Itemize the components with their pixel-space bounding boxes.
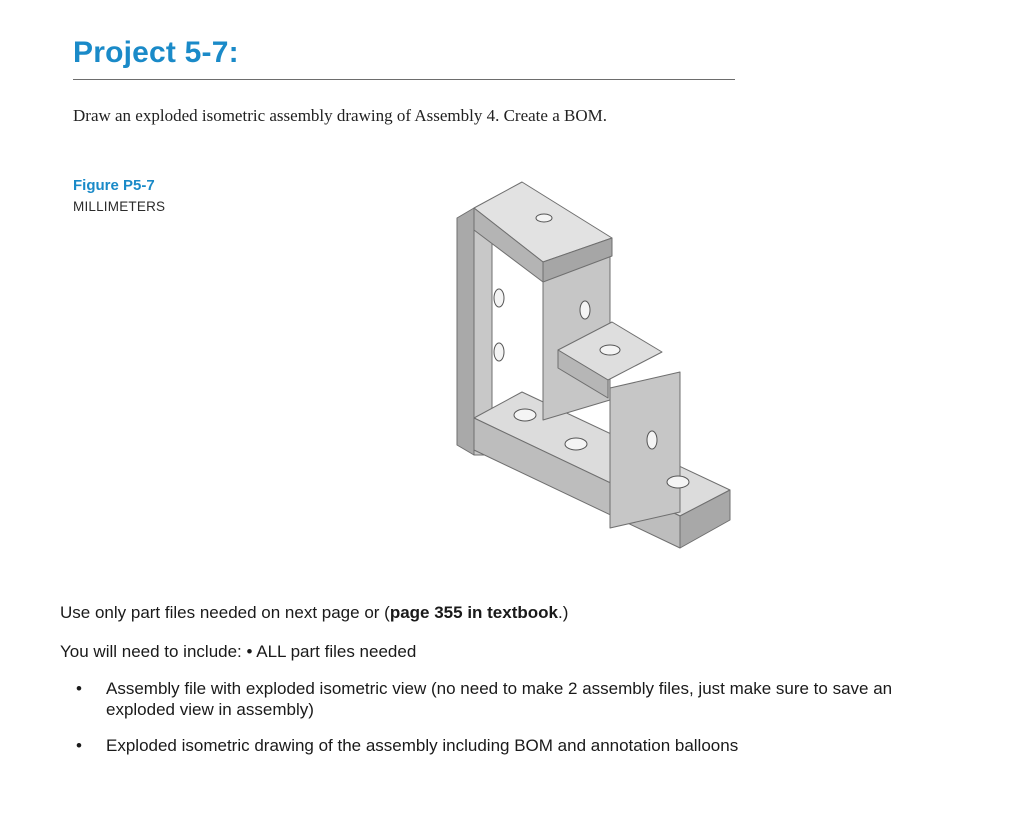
hole-left-lower-icon [494, 343, 504, 361]
bullet-icon: • [76, 679, 82, 698]
left-plate-front [457, 208, 474, 455]
include-intro: You will need to include: • ALL part files needed [60, 642, 417, 661]
hole-base-2-icon [565, 438, 587, 450]
figure-label: Figure P5-7 [73, 177, 155, 194]
project-title: Project 5-7: [73, 36, 239, 69]
parts-note-prefix: Use only part files needed on next page or ( [60, 603, 390, 622]
hole-top-icon [536, 214, 552, 222]
requirements-list [60, 678, 960, 771]
hole-base-1-icon [514, 409, 536, 421]
hole-base-3-icon [667, 476, 689, 488]
parts-note [60, 603, 568, 623]
list-item [60, 678, 960, 720]
textbook-page-ref: page 355 in textbook [389, 603, 558, 622]
title-divider [73, 79, 735, 80]
hole-column-upper-icon [580, 301, 590, 319]
hole-step-icon [600, 345, 620, 355]
instructions-text: Draw an exploded isometric assembly drawing of Assembly 4. Create a BOM. [73, 106, 607, 125]
list-item [60, 735, 960, 756]
hole-column-lower-icon [647, 431, 657, 449]
bullet-icon: • [76, 736, 82, 755]
list-item-text: Assembly file with exploded isometric view (no need to make 2 assembly files, just make sure to save an exploded view in assembly) [106, 679, 893, 719]
step-lower-front [610, 372, 680, 528]
parts-note-suffix: .) [558, 603, 569, 622]
hole-left-upper-icon [494, 289, 504, 307]
list-item-text: Exploded isometric drawing of the assembly including BOM and annotation balloons [106, 736, 739, 755]
isometric-assembly-figure [440, 175, 740, 560]
figure-units: MILLIMETERS [73, 199, 166, 214]
